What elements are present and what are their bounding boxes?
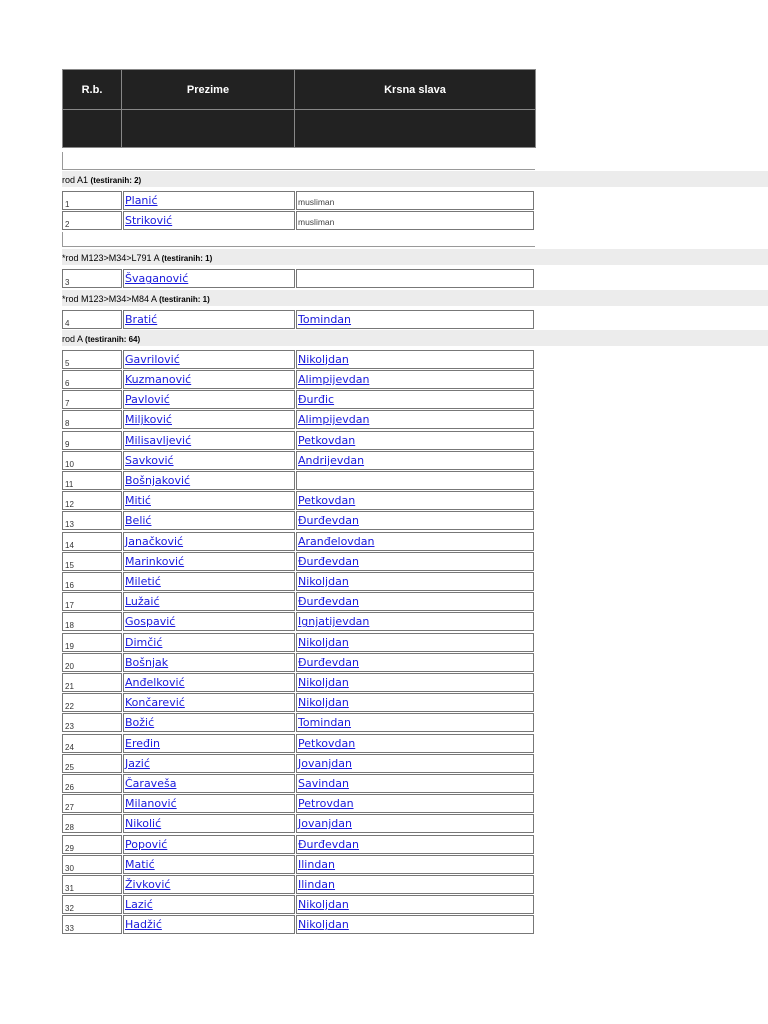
surname-link[interactable]: Eređin	[125, 736, 161, 750]
surname-cell	[123, 774, 295, 793]
surname-link[interactable]: Kuzmanović	[125, 373, 192, 386]
table-row	[62, 431, 536, 450]
surname-link[interactable]: Gavrilović	[125, 352, 180, 366]
slava-cell	[296, 191, 534, 210]
surname-link[interactable]: Popović	[125, 837, 168, 851]
table-row	[62, 814, 536, 833]
slava-link[interactable]: Nikoljdan	[298, 676, 349, 689]
slava-link[interactable]: Ilindan	[298, 878, 336, 891]
slava-link[interactable]: Savindan	[298, 777, 349, 790]
slava-link[interactable]: Ignjatijevdan	[298, 615, 370, 629]
surname-link[interactable]: Končarević	[125, 696, 185, 710]
surname-cell	[123, 855, 295, 874]
surname-link[interactable]: Mitić	[125, 494, 151, 508]
slava-link[interactable]: Nikoljdan	[298, 918, 349, 932]
group-header-band	[62, 330, 768, 346]
slava-link[interactable]: Tomindan	[298, 716, 352, 730]
surname-cell	[123, 350, 295, 369]
row-number-cell	[62, 835, 122, 854]
surname-link[interactable]: Bošnjaković	[125, 474, 191, 487]
surname-cell	[123, 895, 295, 914]
group-header	[62, 290, 210, 306]
surname-link[interactable]: Milisavljević	[125, 433, 192, 447]
row-number: 2	[65, 220, 70, 230]
table-row	[62, 835, 536, 854]
slava-cell	[296, 713, 534, 732]
group-header	[62, 171, 141, 187]
table-row	[62, 612, 536, 631]
surname-table	[62, 69, 536, 148]
slava-link[interactable]: Đurđevdan	[298, 595, 359, 609]
surname-link[interactable]: Lužaić	[125, 595, 160, 609]
row-number-cell	[62, 552, 122, 571]
slava-link[interactable]: Đurđic	[298, 393, 335, 407]
row-number-cell	[62, 370, 122, 389]
table-row	[62, 693, 536, 712]
slava-link[interactable]: Nikoljdan	[298, 352, 349, 366]
surname-link[interactable]: Hadžić	[125, 918, 162, 932]
slava-link[interactable]: Alimpijevdan	[298, 373, 370, 386]
header-rb: R.b.	[63, 70, 122, 110]
group-count: (testiranih: 64)	[85, 334, 141, 344]
table-row	[62, 673, 536, 692]
slava-link[interactable]: Nikoljdan	[298, 696, 349, 710]
separator-band	[62, 232, 535, 247]
slava-cell	[296, 734, 534, 753]
slava-cell	[296, 633, 534, 652]
surname-cell	[123, 693, 295, 712]
row-number: 22	[65, 702, 74, 712]
slava-cell	[296, 673, 534, 692]
row-number: 5	[65, 358, 70, 368]
separator-band	[62, 152, 535, 170]
row-number-cell	[62, 895, 122, 914]
slava-cell	[296, 451, 534, 470]
slava-cell	[296, 592, 534, 611]
table-row	[62, 511, 536, 530]
group-label: *rod M123>M34>L791 A	[62, 253, 162, 264]
surname-link[interactable]: Lazić	[125, 898, 153, 912]
slava-link[interactable]: Đurđevdan	[298, 554, 359, 568]
surname-cell	[123, 814, 295, 833]
row-number-cell	[62, 734, 122, 753]
slava-text: musliman	[298, 197, 335, 207]
surname-cell	[123, 673, 295, 692]
table-row	[62, 390, 536, 409]
row-number: 14	[65, 540, 74, 550]
table-row	[62, 572, 536, 591]
row-number-cell	[62, 532, 122, 551]
row-number-cell	[62, 915, 122, 934]
slava-link[interactable]: Ilindan	[298, 857, 336, 871]
row-number: 8	[65, 419, 70, 429]
row-number-cell	[62, 491, 122, 510]
row-number-cell	[62, 390, 122, 409]
row-number-cell	[62, 592, 122, 611]
slava-cell	[296, 653, 534, 672]
row-number-cell	[62, 774, 122, 793]
surname-cell	[123, 431, 295, 450]
surname-cell	[123, 491, 295, 510]
table-row	[62, 915, 536, 934]
slava-cell	[296, 774, 534, 793]
slava-link[interactable]: Nikoljdan	[298, 898, 349, 912]
row-number-cell	[62, 410, 122, 429]
slava-link[interactable]: Petkovdan	[298, 494, 356, 508]
surname-cell	[123, 612, 295, 631]
row-number: 12	[65, 500, 74, 510]
table-row	[62, 653, 536, 672]
table-row	[62, 370, 536, 389]
table-row	[62, 269, 536, 288]
row-number-cell	[62, 875, 122, 894]
row-number: 4	[65, 318, 70, 328]
slava-cell	[296, 511, 534, 530]
slava-cell	[296, 410, 534, 429]
surname-link[interactable]: Pavlović	[125, 393, 170, 407]
group-label: *rod M123>M34>M84 A	[62, 293, 160, 304]
row-number: 28	[65, 823, 74, 833]
slava-cell	[296, 491, 534, 510]
surname-link[interactable]: Marinković	[125, 554, 185, 568]
slava-link[interactable]: Petrovdan	[298, 797, 354, 811]
surname-cell	[123, 451, 295, 470]
table-row	[62, 592, 536, 611]
surname-cell	[123, 552, 295, 571]
row-number-cell	[62, 713, 122, 732]
row-number-cell	[62, 754, 122, 773]
surname-cell	[123, 633, 295, 652]
group-label: rod A1	[62, 175, 91, 185]
row-number-cell	[62, 269, 122, 288]
row-number: 18	[65, 621, 74, 631]
slava-cell	[296, 895, 534, 914]
surname-cell	[123, 794, 295, 813]
slava-cell	[296, 875, 534, 894]
surname-link[interactable]: Janačković	[125, 534, 184, 548]
table-row	[62, 794, 536, 813]
table-row	[62, 491, 536, 510]
header-krsna-slava: Krsna slava	[295, 70, 536, 110]
row-number-cell	[62, 693, 122, 712]
header-blank-cell	[295, 110, 536, 148]
slava-cell	[296, 552, 534, 571]
row-number-cell	[62, 310, 122, 329]
surname-cell	[123, 511, 295, 530]
row-number: 19	[65, 641, 74, 651]
surname-link[interactable]: Belić	[125, 514, 152, 528]
slava-cell	[296, 814, 534, 833]
row-number: 29	[65, 843, 74, 853]
slava-cell	[296, 693, 534, 712]
surname-cell	[123, 875, 295, 894]
group-count: (testiranih: 1)	[161, 254, 213, 264]
header-prezime: Prezime	[122, 70, 295, 110]
slava-cell	[296, 855, 534, 874]
group-label: rod A	[62, 333, 86, 344]
table-row	[62, 713, 536, 732]
surname-link[interactable]: Božić	[125, 716, 155, 730]
row-number: 1	[65, 200, 70, 209]
surname-link[interactable]: Striković	[125, 214, 173, 228]
surname-cell	[123, 835, 295, 854]
slava-cell	[296, 350, 534, 369]
slava-link[interactable]: Đurđevdan	[298, 655, 359, 669]
row-number: 10	[65, 459, 74, 469]
row-number: 16	[65, 581, 74, 590]
row-number-cell	[62, 814, 122, 833]
slava-link[interactable]: Petkovdan	[298, 736, 356, 750]
slava-cell	[296, 794, 534, 813]
slava-cell	[296, 612, 534, 631]
row-number: 31	[65, 884, 74, 893]
row-number-cell	[62, 673, 122, 692]
table-row	[62, 774, 536, 793]
slava-cell	[296, 835, 534, 854]
surname-link[interactable]: Miljković	[125, 413, 172, 427]
table-row	[62, 191, 536, 210]
surname-cell	[123, 390, 295, 409]
row-number: 20	[65, 661, 74, 671]
surname-link[interactable]: Jazić	[125, 756, 150, 770]
row-number: 21	[65, 682, 74, 691]
row-number-cell	[62, 211, 122, 230]
slava-link[interactable]: Nikoljdan	[298, 635, 349, 649]
row-number: 33	[65, 924, 74, 934]
surname-cell	[123, 191, 295, 210]
slava-cell	[296, 390, 534, 409]
slava-cell	[296, 471, 534, 490]
surname-link[interactable]: Čaraveša	[125, 777, 177, 790]
slava-link[interactable]: Jovanjdan	[298, 817, 352, 831]
surname-cell	[123, 592, 295, 611]
surname-link[interactable]: Matić	[125, 857, 155, 871]
group-count: (testiranih: 2)	[90, 176, 142, 185]
surname-link[interactable]: Živković	[125, 878, 171, 891]
slava-link[interactable]: Alimpijevdan	[298, 413, 370, 427]
table-row	[62, 734, 536, 753]
table-row	[62, 211, 536, 230]
slava-cell	[296, 269, 534, 288]
surname-cell	[123, 471, 295, 490]
header-blank-cell	[122, 110, 295, 148]
group-header-band	[62, 171, 768, 187]
surname-link[interactable]: Švaganović	[125, 272, 189, 286]
row-number-cell	[62, 471, 122, 490]
slava-cell	[296, 532, 534, 551]
surname-link[interactable]: Planić	[125, 194, 158, 207]
table-row	[62, 633, 536, 652]
slava-link[interactable]: Jovanjdan	[298, 756, 352, 770]
slava-cell	[296, 370, 534, 389]
row-number: 15	[65, 560, 74, 570]
row-number: 25	[65, 762, 74, 772]
surname-link[interactable]: Miletić	[125, 575, 161, 588]
row-number-cell	[62, 855, 122, 874]
row-number: 7	[65, 399, 70, 409]
table-row	[62, 532, 536, 551]
slava-cell	[296, 310, 534, 329]
table-row	[62, 451, 536, 470]
surname-cell	[123, 269, 295, 288]
row-number: 30	[65, 863, 74, 873]
surname-cell	[123, 211, 295, 230]
row-number: 6	[65, 379, 70, 388]
table-row	[62, 410, 536, 429]
surname-cell	[123, 410, 295, 429]
slava-cell	[296, 915, 534, 934]
table-row	[62, 471, 536, 490]
table-row	[62, 875, 536, 894]
slava-link[interactable]: Tomindan	[298, 312, 352, 326]
surname-cell	[123, 653, 295, 672]
row-number: 32	[65, 904, 74, 914]
slava-text: musliman	[298, 217, 335, 228]
row-number: 9	[65, 439, 70, 449]
surname-cell	[123, 734, 295, 753]
row-number: 11	[65, 480, 74, 489]
row-number-cell	[62, 612, 122, 631]
header-blank-cell	[63, 110, 122, 148]
slava-cell	[296, 754, 534, 773]
slava-link[interactable]: Nikoljdan	[298, 575, 349, 588]
row-number-cell	[62, 794, 122, 813]
row-number-cell	[62, 633, 122, 652]
table-header	[62, 69, 536, 148]
table-row	[62, 552, 536, 571]
surname-link[interactable]: Gospavić	[125, 615, 176, 629]
row-number: 24	[65, 742, 74, 752]
row-number: 13	[65, 520, 74, 530]
surname-cell	[123, 754, 295, 773]
row-number-cell	[62, 431, 122, 450]
slava-cell	[296, 211, 534, 230]
row-number-cell	[62, 511, 122, 530]
table-row	[62, 895, 536, 914]
row-number: 27	[65, 803, 74, 813]
row-number-cell	[62, 451, 122, 470]
row-number-cell	[62, 653, 122, 672]
surname-link[interactable]: Anđelković	[125, 676, 185, 689]
table-row	[62, 855, 536, 874]
surname-link[interactable]: Milanović	[125, 797, 177, 811]
row-number: 3	[65, 278, 70, 288]
surname-cell	[123, 532, 295, 551]
group-count: (testiranih: 1)	[159, 294, 210, 304]
surname-cell	[123, 713, 295, 732]
surname-link[interactable]: Nikolić	[125, 817, 162, 831]
row-number-cell	[62, 572, 122, 591]
surname-cell	[123, 915, 295, 934]
slava-cell	[296, 431, 534, 450]
row-number-cell	[62, 350, 122, 369]
row-number-cell	[62, 191, 122, 210]
surname-link[interactable]: Bošnjak	[125, 655, 169, 669]
surname-cell	[123, 572, 295, 591]
slava-link[interactable]: Petkovdan	[298, 433, 356, 447]
slava-link[interactable]: Đurđevdan	[298, 837, 359, 851]
group-header	[62, 330, 140, 346]
row-number: 26	[65, 783, 74, 792]
table-row	[62, 754, 536, 773]
row-number: 17	[65, 601, 74, 611]
slava-link[interactable]: Aranđelovdan	[298, 534, 375, 548]
table-row	[62, 350, 536, 369]
surname-cell	[123, 370, 295, 389]
table-row	[62, 310, 536, 329]
surname-link[interactable]: Dimčić	[125, 635, 163, 649]
row-number: 23	[65, 722, 74, 732]
surname-cell	[123, 310, 295, 329]
slava-link[interactable]: Andrijevdan	[298, 453, 365, 467]
surname-link[interactable]: Bratić	[125, 312, 158, 326]
slava-link[interactable]: Đurđevdan	[298, 514, 359, 528]
surname-link[interactable]: Savković	[125, 453, 174, 467]
group-header	[62, 249, 212, 265]
slava-cell	[296, 572, 534, 591]
